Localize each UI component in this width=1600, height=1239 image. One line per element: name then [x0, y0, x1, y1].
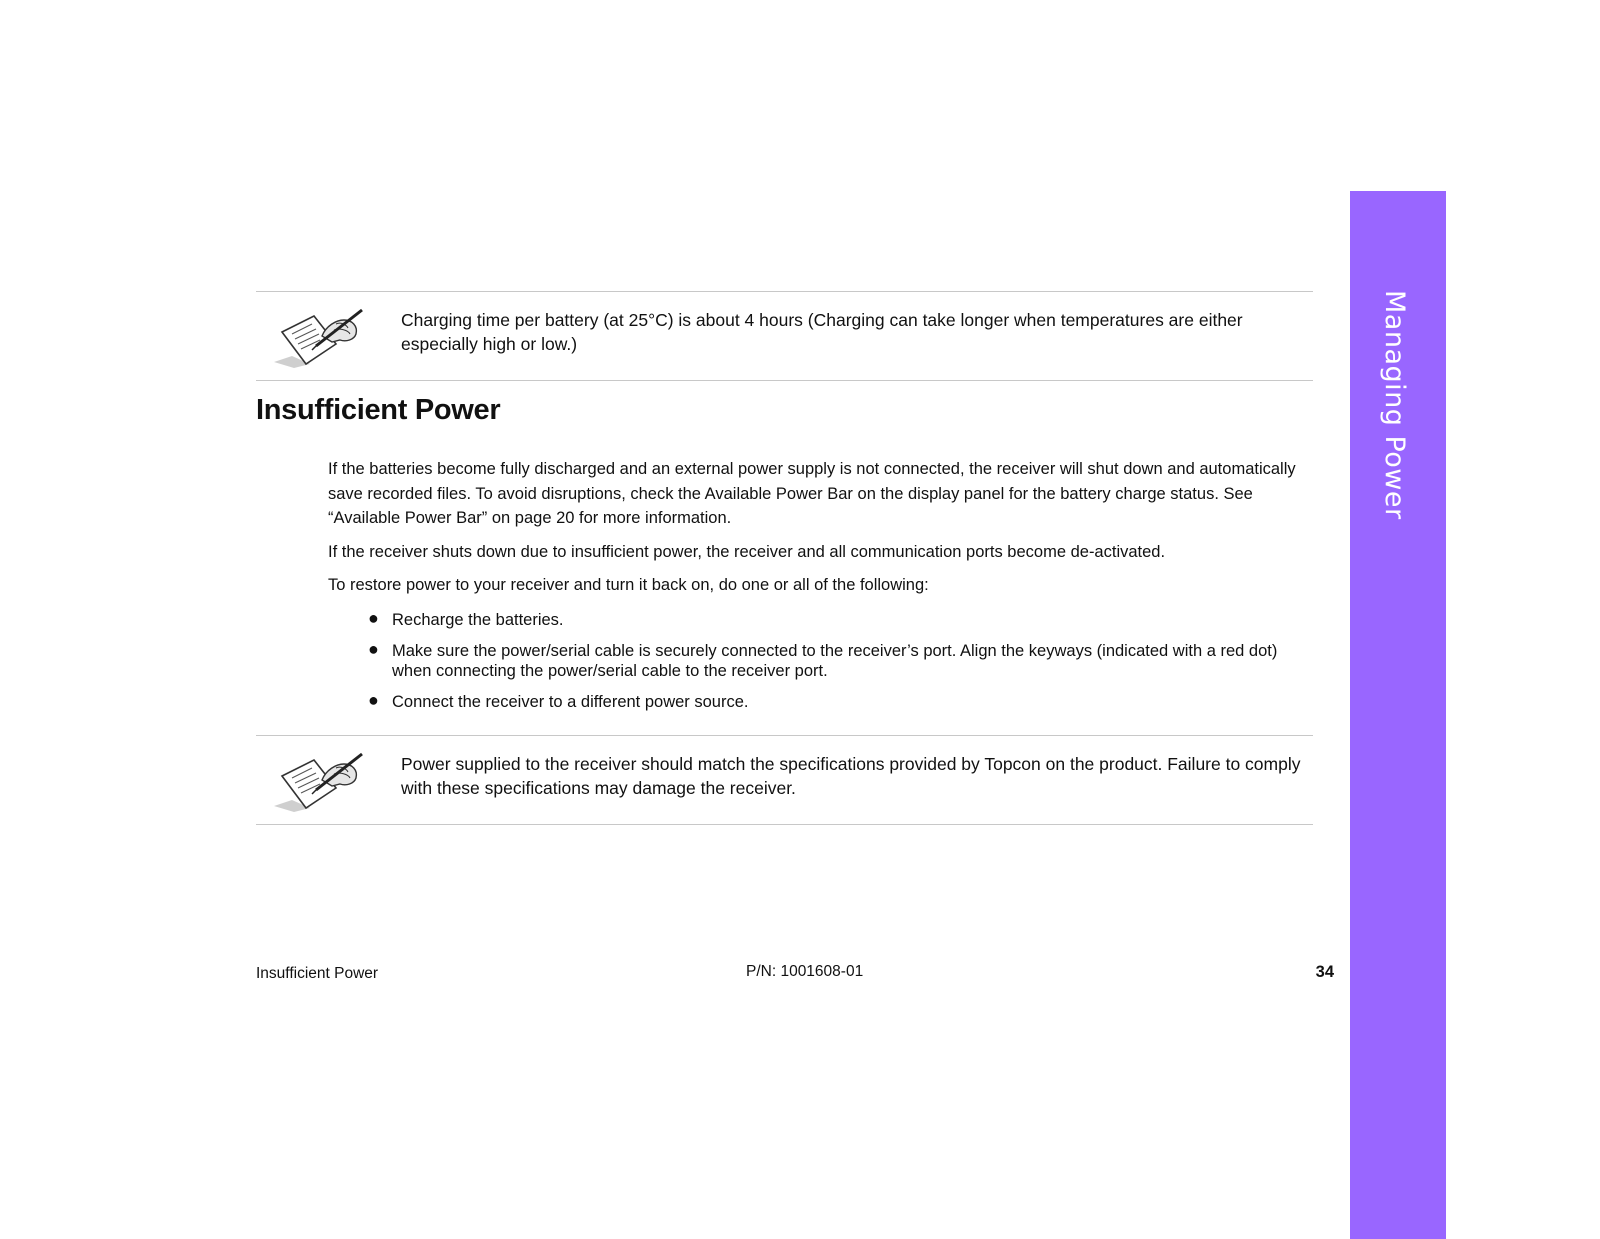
- footer-part-number: P/N: 1001608-01: [746, 963, 864, 980]
- section-body: [328, 457, 1313, 720]
- list-item-text: Make sure the power/serial cable is securely connected to the receiver’s port. Align the keyways (indicated with a red dot) when connecting the power/serial cable to the receiver port.: [392, 641, 1278, 680]
- list-item: [368, 689, 1313, 712]
- bullet-icon: ●: [368, 638, 379, 659]
- note-box: [256, 735, 1313, 825]
- bullet-icon: ●: [368, 607, 379, 628]
- paragraph: To restore power to your receiver and turn it back on, do one or all of the following:: [328, 576, 929, 594]
- note-box: [256, 291, 1313, 381]
- list-item: [368, 607, 1313, 630]
- note-pencil-icon: [270, 750, 366, 812]
- section-heading: Insufficient Power: [256, 394, 501, 426]
- list-item: [368, 638, 1313, 681]
- note-text: Power supplied to the receiver should match the specifications provided by Topcon on the product. Failure to comply with these specifications may damage the receiver.: [401, 754, 1301, 798]
- bullet-list: [328, 607, 1313, 712]
- note-text: Charging time per battery (at 25°C) is about 4 hours (Charging can take longer when temperatures are either especially high or low.): [401, 310, 1243, 354]
- bullet-icon: ●: [368, 689, 379, 710]
- paragraph: If the receiver shuts down due to insufficient power, the receiver and all communication ports become de-activated.: [328, 542, 1166, 561]
- list-item-text: Connect the receiver to a different power source.: [392, 692, 749, 711]
- list-item-text: Recharge the batteries.: [392, 610, 564, 629]
- footer-section-name: Insufficient Power: [256, 965, 379, 982]
- page-number: 34: [1315, 963, 1334, 981]
- chapter-tab-label: Managing Power: [1379, 290, 1410, 520]
- paragraph: If the batteries become fully discharged and an external power supply is not connected, the receiver will shut down and automatically save recorded files. To avoid disruptions, check the Available Power Bar on the display panel for the battery charge status. See “Available Power Bar” on page 20 for more information.: [328, 460, 1296, 527]
- note-pencil-icon: [270, 306, 366, 368]
